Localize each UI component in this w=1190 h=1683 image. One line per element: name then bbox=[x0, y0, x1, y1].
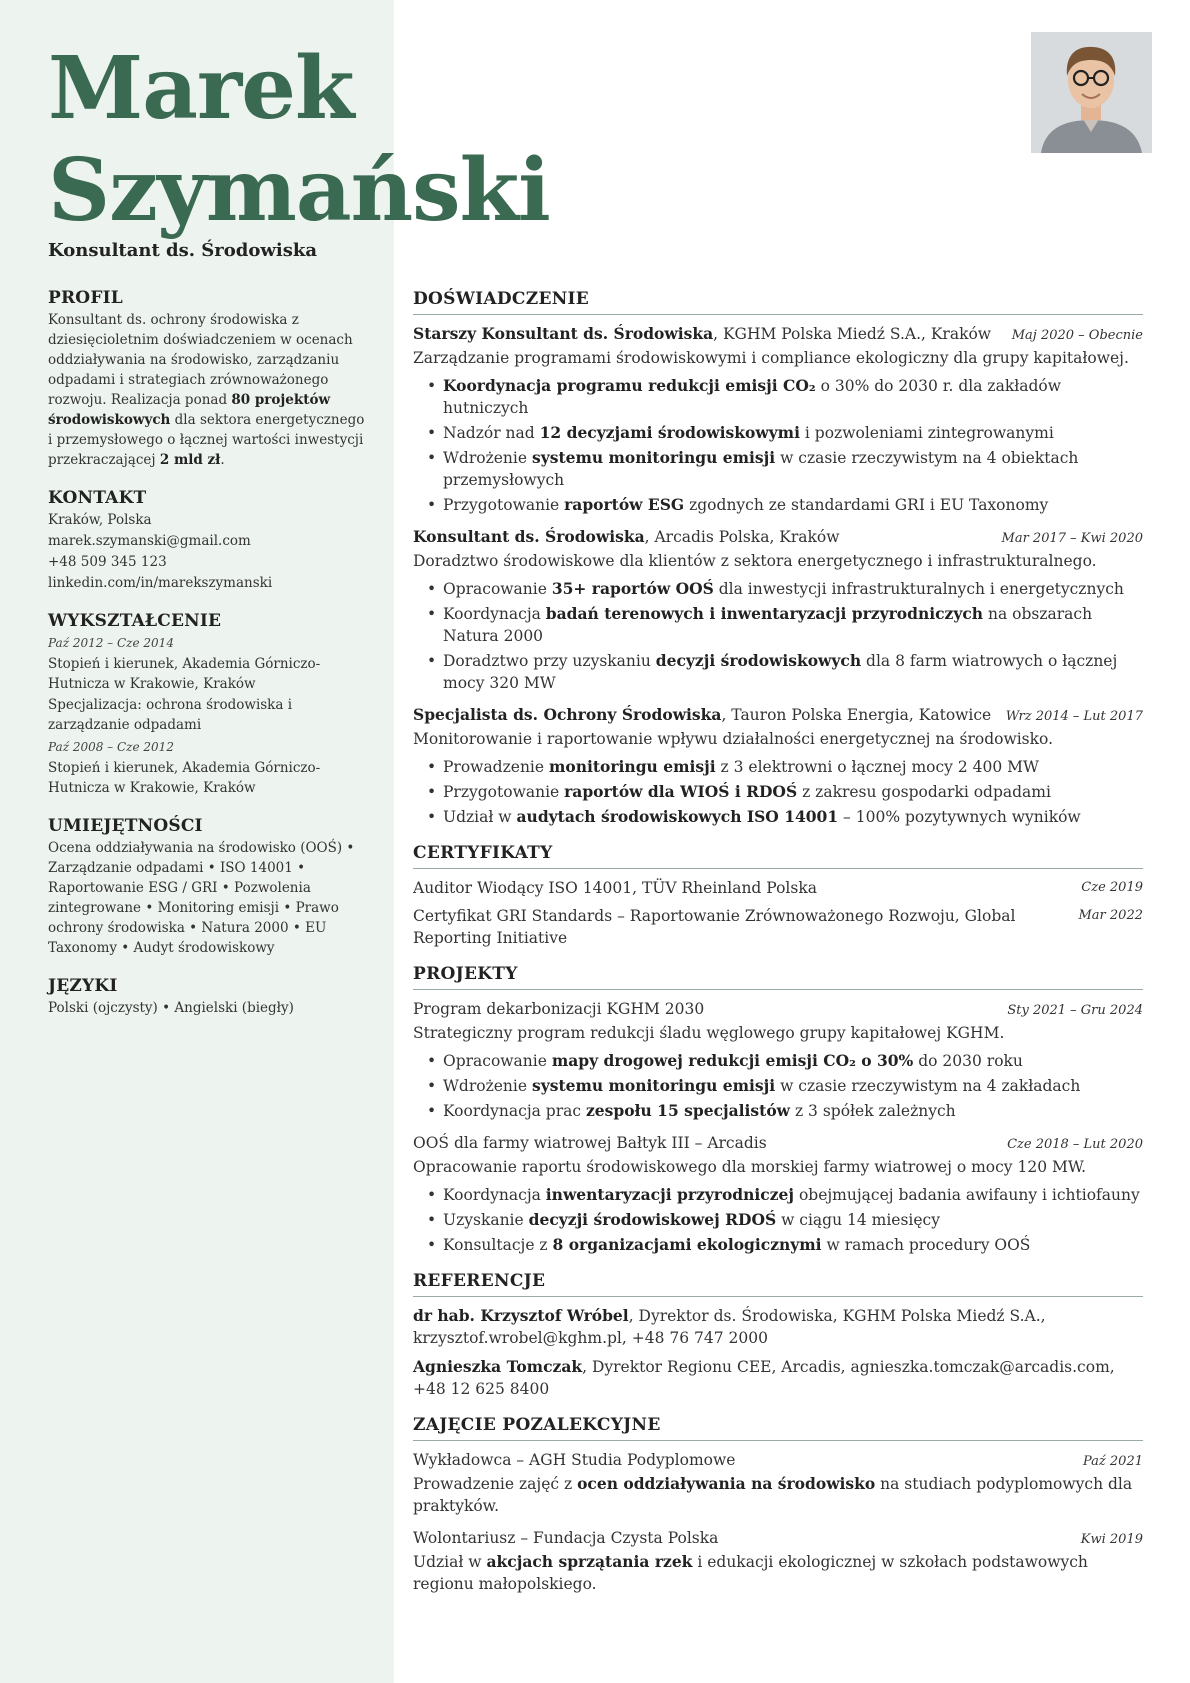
job-description: Zarządzanie programami środowiskowymi i compliance ekologiczny dla grupy kapitałowej. bbox=[413, 349, 1129, 367]
extracurricular-description: Prowadzenie zajęć z ocen oddziaływania na środowisko na studiach podyplomowych dla praktyków. bbox=[413, 1474, 1133, 1515]
skills-text: Ocena oddziaływania na środowisko (OOŚ) • Zarządzanie odpadami • ISO 14001 • Raportowanie ESG / GRI • Pozwolenia zintegrowane • Monitoring emisji • Prawo ochrony środowiska • Natura 2000 • EU Taxonomy • Audyt środowiskowy bbox=[48, 840, 355, 956]
references-heading: REFERENCJE bbox=[413, 1270, 1143, 1297]
extracurricular-description: Udział w akcjach sprzątania rzek i edukacji ekologicznej w szkołach podstawowych regionu małopolskiego. bbox=[413, 1552, 1088, 1593]
job-role: Konsultant ds. Środowiska bbox=[413, 527, 645, 546]
languages-text: Polski (ojczysty) • Angielski (biegły) bbox=[48, 1000, 294, 1016]
job-company: , Arcadis Polska, Kraków bbox=[644, 528, 840, 546]
job-entry bbox=[413, 526, 1143, 694]
certificate-date: Mar 2022 bbox=[1078, 908, 1143, 923]
education-degree: Stopień i kierunek, Akademia Górniczo-Hutnicza w Krakowie, Kraków bbox=[48, 656, 321, 692]
project-title: OOŚ dla farmy wiatrowej Bałtyk III – Arcadis bbox=[413, 1134, 767, 1152]
experience-heading: DOŚWIADCZENIE bbox=[413, 288, 1143, 315]
profile-heading: PROFIL bbox=[48, 288, 123, 308]
main-column bbox=[413, 288, 1143, 1605]
project-date: Sty 2021 – Gru 2024 bbox=[1007, 1003, 1143, 1018]
left-column bbox=[48, 288, 370, 1019]
job-bullet: • Udział w audytach środowiskowych ISO 14001 – 100% pozytywnych wyników bbox=[425, 806, 1143, 828]
project-entry bbox=[413, 1132, 1143, 1256]
education-degree: Stopień i kierunek, Akademia Górniczo-Hutnicza w Krakowie, Kraków bbox=[48, 760, 321, 796]
job-bullet: • Doradztwo przy uzyskaniu decyzji środowiskowych dla 8 farm wiatrowych o łącznej mocy 320 MW bbox=[425, 650, 1143, 694]
job-description: Doradztwo środowiskowe dla klientów z sektora energetycznego i infrastrukturalnego. bbox=[413, 552, 1097, 570]
certificate-name: Auditor Wiodący ISO 14001, TÜV Rheinland Polska bbox=[413, 879, 817, 897]
job-bullet: • Przygotowanie raportów ESG zgodnych ze standardami GRI i EU Taxonomy bbox=[425, 494, 1143, 516]
education-heading: WYKSZTAŁCENIE bbox=[48, 611, 222, 631]
certificates-heading: CERTYFIKATY bbox=[413, 842, 1143, 869]
extracurricular-date: Kwi 2019 bbox=[1080, 1532, 1143, 1547]
job-description: Monitorowanie i raportowanie wpływu działalności energetycznej na środowisko. bbox=[413, 730, 1054, 748]
extracurricular-entry bbox=[413, 1527, 1143, 1595]
extracurricular-entry bbox=[413, 1449, 1143, 1517]
person-avatar-icon bbox=[1031, 32, 1152, 153]
job-bullet: • Opracowanie 35+ raportów OOŚ dla inwestycji infrastrukturalnych i energetycznych bbox=[425, 578, 1143, 600]
project-date: Cze 2018 – Lut 2020 bbox=[1007, 1137, 1143, 1152]
job-bullet: • Przygotowanie raportów dla WIOŚ i RDOŚ z zakresu gospodarki odpadami bbox=[425, 781, 1143, 803]
certificate-item bbox=[413, 877, 1143, 899]
job-date: Maj 2020 – Obecnie bbox=[1011, 328, 1143, 343]
extracurricular-title: Wolontariusz – Fundacja Czysta Polska bbox=[413, 1529, 719, 1547]
education-date: Paź 2008 – Cze 2012 bbox=[48, 740, 174, 754]
contact-phone[interactable]: +48 509 345 123 bbox=[48, 554, 167, 570]
candidate-name bbox=[48, 38, 550, 242]
job-entry bbox=[413, 704, 1143, 828]
job-company: , KGHM Polska Miedź S.A., Kraków bbox=[713, 325, 992, 343]
certificate-item bbox=[413, 905, 1143, 949]
job-bullet: • Koordynacja programu redukcji emisji CO₂ o 30% do 2030 r. dla zakładów hutniczych bbox=[425, 375, 1143, 419]
name-last: Szymański bbox=[48, 140, 550, 241]
contact-location: Kraków, Polska bbox=[48, 512, 152, 528]
contact-linkedin[interactable]: linkedin.com/in/marekszymanski bbox=[48, 575, 273, 591]
reference-item: Agnieszka Tomczak, Dyrektor Regionu CEE, Arcadis, agnieszka.tomczak@arcadis.com, +48 12 625 8400 bbox=[413, 1357, 1115, 1398]
project-description: Strategiczny program redukcji śladu węglowego grupy kapitałowej KGHM. bbox=[413, 1024, 1005, 1042]
job-bullet: • Nadzór nad 12 decyzjami środowiskowymi i pozwoleniami zintegrowanymi bbox=[425, 422, 1143, 444]
name-first: Marek bbox=[48, 38, 354, 139]
education-date: Paź 2012 – Cze 2014 bbox=[48, 636, 174, 650]
extracurricular-date: Paź 2021 bbox=[1083, 1454, 1143, 1469]
job-role: Starszy Konsultant ds. Środowiska bbox=[413, 324, 714, 343]
job-date: Wrz 2014 – Lut 2017 bbox=[1005, 709, 1143, 724]
job-entry bbox=[413, 323, 1143, 516]
projects-heading: PROJEKTY bbox=[413, 963, 1143, 990]
project-bullet: • Uzyskanie decyzji środowiskowej RDOŚ w ciągu 14 miesięcy bbox=[425, 1209, 1143, 1231]
job-bullet: • Koordynacja badań terenowych i inwentaryzacji przyrodniczych na obszarach Natura 2000 bbox=[425, 603, 1143, 647]
contact-email[interactable]: marek.szymanski@gmail.com bbox=[48, 533, 251, 549]
job-date: Mar 2017 – Kwi 2020 bbox=[1001, 531, 1143, 546]
job-bullet: • Prowadzenie monitoringu emisji z 3 elektrowni o łącznej mocy 2 400 MW bbox=[425, 756, 1143, 778]
education-item bbox=[48, 737, 370, 798]
job-role: Specjalista ds. Ochrony Środowiska bbox=[413, 705, 722, 724]
project-entry bbox=[413, 998, 1143, 1122]
extracurricular-heading: ZAJĘCIE POZALEKCYJNE bbox=[413, 1414, 1143, 1441]
project-bullet: • Opracowanie mapy drogowej redukcji emisji CO₂ o 30% do 2030 roku bbox=[425, 1050, 1143, 1072]
project-bullet: • Koordynacja prac zespołu 15 specjalistów z 3 spółek zależnych bbox=[425, 1100, 1143, 1122]
project-bullet: • Wdrożenie systemu monitoringu emisji w czasie rzeczywistym na 4 zakładach bbox=[425, 1075, 1143, 1097]
job-title: Konsultant ds. Środowiska bbox=[48, 240, 317, 261]
project-bullet: • Koordynacja inwentaryzacji przyrodniczej obejmującej badania awifauny i ichtiofauny bbox=[425, 1184, 1143, 1206]
languages-heading: JĘZYKI bbox=[48, 976, 118, 996]
reference-item: dr hab. Krzysztof Wróbel, Dyrektor ds. Środowiska, KGHM Polska Miedź S.A., krzysztof.wrobel@kghm.pl, +48 76 747 2000 bbox=[413, 1306, 1046, 1347]
certificate-name: Certyfikat GRI Standards – Raportowanie Zrównoważonego Rozwoju, Global Reporting Initiative bbox=[413, 907, 1016, 947]
project-bullet: • Konsultacje z 8 organizacjami ekologicznymi w ramach procedury OOŚ bbox=[425, 1234, 1143, 1256]
project-description: Opracowanie raportu środowiskowego dla morskiej farmy wiatrowej o mocy 120 MW. bbox=[413, 1158, 1087, 1176]
contact-heading: KONTAKT bbox=[48, 488, 147, 508]
job-company: , Tauron Polska Energia, Katowice bbox=[721, 706, 992, 724]
education-specialization: Specjalizacja: ochrona środowiska i zarządzanie odpadami bbox=[48, 697, 293, 733]
education-item bbox=[48, 633, 370, 735]
skills-heading: UMIEJĘTNOŚCI bbox=[48, 816, 203, 836]
profile-photo bbox=[1031, 32, 1152, 153]
profile-text: Konsultant ds. ochrony środowiska z dziesięcioletnim doświadczeniem w ocenach oddziaływania na środowisko, zarządzaniu odpadami i strategiach zrównoważonego rozwoju. Realizacja ponad 80 projektów środowiskowych dla sektora energetycznego i przemysłowego o łącznej wartości inwestycji przekraczającej 2 mld zł. bbox=[48, 312, 365, 468]
job-bullet: • Wdrożenie systemu monitoringu emisji w czasie rzeczywistym na 4 obiektach przemysłowych bbox=[425, 447, 1143, 491]
certificate-date: Cze 2019 bbox=[1081, 880, 1143, 895]
extracurricular-title: Wykładowca – AGH Studia Podyplomowe bbox=[413, 1451, 736, 1469]
project-title: Program dekarbonizacji KGHM 2030 bbox=[413, 1000, 705, 1018]
